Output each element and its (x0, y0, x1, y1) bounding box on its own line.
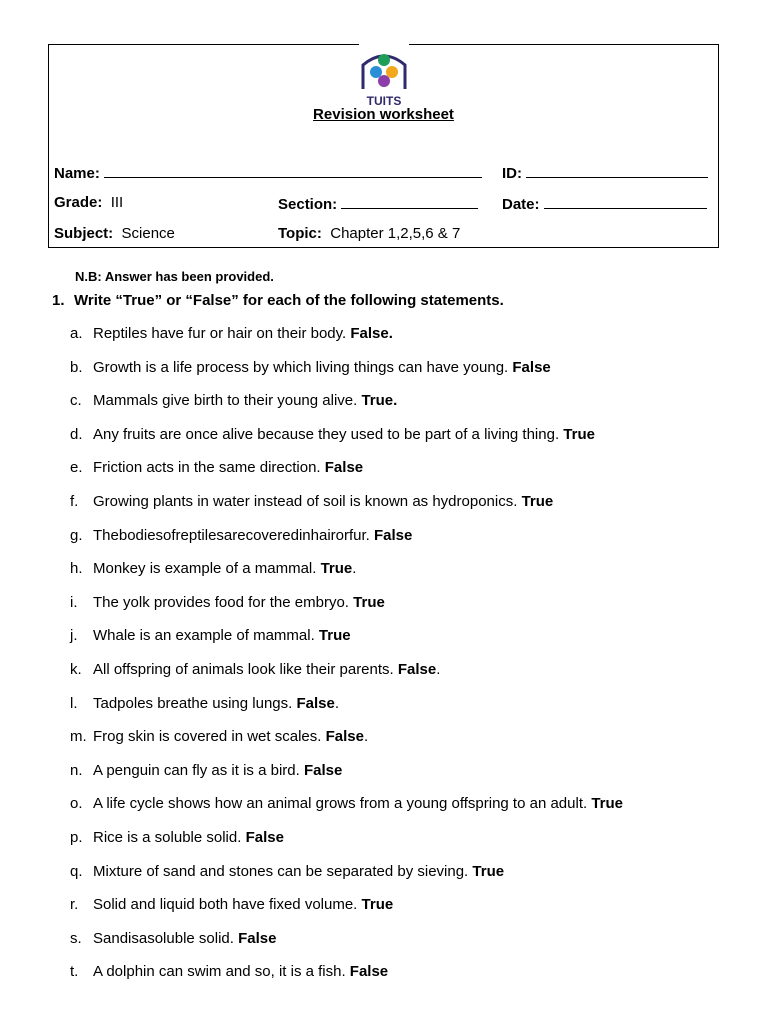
grade-value: III (110, 194, 124, 211)
statement-letter: c. (70, 392, 82, 410)
statement-suffix: . (352, 560, 357, 578)
statement-item (70, 863, 623, 897)
statement-letter: f. (70, 492, 79, 510)
statement-answer: False (325, 728, 364, 746)
statement-letter: s. (70, 929, 82, 947)
statement-text: Rice is a soluble solid. (93, 828, 246, 846)
statement-answer: False (324, 459, 364, 477)
grade-label: Grade: (54, 194, 103, 211)
statement-text: Solid and liquid both have fixed volume. (93, 896, 362, 914)
name-label: Name: (54, 165, 100, 182)
statement-answer: False (245, 828, 284, 846)
statement-text: A dolphin can swim and so, it is a fish. (93, 963, 350, 981)
question-number: 1. (52, 292, 65, 309)
topic-field (278, 225, 460, 242)
statement-text: Reptiles have fur or hair on their body. (93, 325, 351, 342)
statement-text: Any fruits are once alive because they used to be part of a living thing. (93, 425, 564, 443)
statement-answer: True. (361, 392, 398, 410)
statement-answer: True (320, 560, 353, 578)
statement-letter: o. (70, 795, 83, 813)
statement-list (70, 325, 623, 997)
statement-letter: e. (70, 459, 83, 477)
question-title (52, 292, 504, 309)
statement-text: All offspring of animals look like their parents. (93, 660, 398, 678)
logo-text: TUITS (366, 94, 402, 108)
statement-text: Monkey is example of a mammal. (93, 560, 321, 578)
statement-item (70, 661, 623, 695)
statement-answer: False (374, 526, 413, 544)
statement-answer: False (303, 761, 343, 779)
statement-letter: k. (70, 660, 82, 678)
statement-answer: True (591, 795, 624, 813)
section-line[interactable] (341, 194, 478, 209)
statement-item (70, 426, 623, 460)
date-field[interactable] (502, 194, 707, 213)
id-field[interactable] (502, 163, 708, 182)
name-line[interactable] (104, 163, 482, 178)
statement-suffix: . (363, 728, 369, 746)
statement-letter: q. (70, 862, 83, 880)
worksheet-title: Revision worksheet (313, 106, 454, 123)
question-text: Write “True” or “False” for each of the following statements. (74, 292, 504, 309)
topic-value: Chapter 1,2,5,6 & 7 (330, 225, 461, 242)
statement-letter: h. (70, 560, 83, 578)
statement-item (70, 459, 623, 493)
statement-item (70, 527, 623, 561)
topic-label: Topic: (278, 225, 322, 242)
statement-suffix: . (436, 660, 441, 678)
statement-letter: b. (70, 358, 83, 376)
statement-letter: r. (70, 896, 79, 914)
statement-letter: i. (70, 593, 78, 611)
statement-answer: True (353, 593, 385, 611)
subject-label: Subject: (54, 225, 114, 242)
statement-text: Mammals give birth to their young alive. (93, 392, 362, 410)
name-field[interactable] (54, 163, 482, 182)
statement-answer: True (472, 862, 505, 880)
statement-text: Friction acts in the same direction. (93, 459, 325, 477)
statement-suffix: . (334, 694, 340, 712)
statement-letter: g. (70, 526, 83, 544)
statement-letter: p. (70, 828, 83, 846)
statement-answer: False (349, 963, 389, 981)
statement-letter: d. (70, 425, 83, 443)
statement-text: Whale is an example of mammal. (93, 627, 319, 645)
statement-text: A penguin can fly as it is a bird. (93, 761, 304, 779)
statement-text: A life cycle shows how an animal grows from a young offspring to an adult. (93, 795, 592, 813)
subject-field (54, 225, 175, 242)
statement-item (70, 728, 623, 762)
statement-text: Sandisasoluble solid. (93, 929, 239, 947)
statement-item (70, 930, 623, 964)
date-line[interactable] (544, 194, 707, 209)
statement-text: The yolk provides food for the embryo. (93, 593, 354, 611)
statement-item (70, 359, 623, 393)
statement-item (70, 392, 623, 426)
statement-item (70, 325, 623, 359)
statement-item (70, 795, 623, 829)
statement-letter: a. (70, 325, 83, 342)
statement-answer: False (397, 660, 437, 678)
grade-field (54, 194, 123, 211)
statement-answer: False (238, 929, 277, 947)
statement-text: Growth is a life process by which living things can have young. (93, 358, 513, 376)
statement-item (70, 560, 623, 594)
school-logo-icon (357, 45, 411, 109)
statement-answer: True (563, 425, 595, 443)
statement-letter: t. (70, 963, 79, 981)
statement-item (70, 695, 623, 729)
worksheet-header (48, 44, 719, 248)
statement-text: Thebodiesofreptilesarecoveredinhairorfur. (93, 526, 374, 544)
statement-letter: j. (70, 627, 78, 645)
section-field[interactable] (278, 194, 478, 213)
statement-item (70, 594, 623, 628)
id-line[interactable] (526, 163, 708, 178)
statement-item (70, 762, 623, 796)
statement-answer: False (512, 358, 551, 376)
statement-answer: False. (350, 325, 393, 342)
statement-item (70, 829, 623, 863)
statement-letter: m. (70, 728, 87, 746)
subject-value: Science (121, 225, 175, 242)
statement-item (70, 627, 623, 661)
statement-text: Mixture of sand and stones can be separated by sieving. (93, 862, 473, 880)
statement-answer: True (521, 492, 554, 510)
section-label: Section: (278, 196, 338, 213)
date-label: Date: (502, 196, 540, 213)
statement-text: Frog skin is covered in wet scales. (93, 728, 326, 746)
statement-letter: l. (70, 694, 78, 712)
statement-item (70, 896, 623, 930)
id-label: ID: (502, 165, 522, 182)
statement-answer: False (296, 694, 335, 712)
statement-item (70, 493, 623, 527)
statement-letter: n. (70, 761, 83, 779)
statement-text: Growing plants in water instead of soil is known as hydroponics. (93, 492, 522, 510)
statement-text: Tadpoles breathe using lungs. (93, 694, 297, 712)
statement-answer: True (361, 896, 394, 914)
statement-item (70, 963, 623, 997)
statement-answer: True (318, 627, 351, 645)
answer-note: N.B: Answer has been provided. (75, 269, 274, 284)
